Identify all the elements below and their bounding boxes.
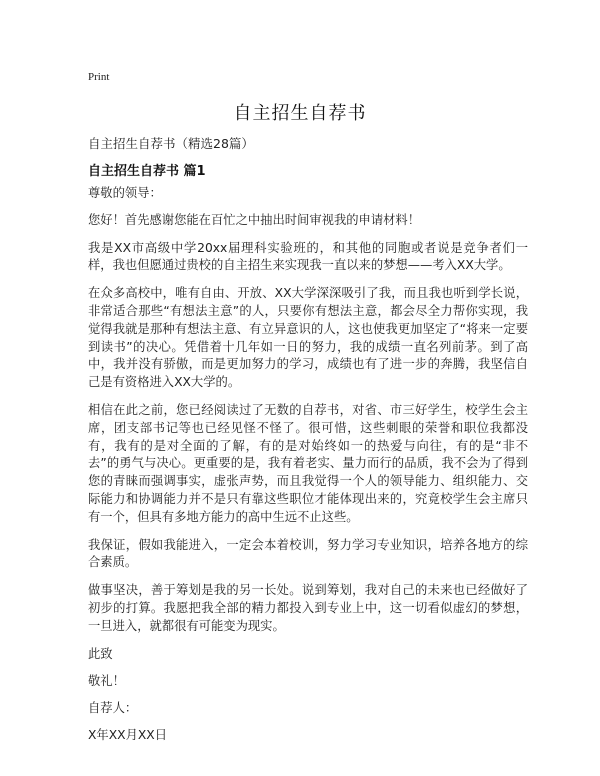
promise-paragraph: 我保证，假如我能进入，一定会本着校训，努力学习专业知识，培养各地方的综合素质。 [88, 537, 528, 570]
letter-body [88, 185, 528, 755]
date-line: X年XX月XX日 [88, 728, 168, 743]
regards-line: 敬礼！ [88, 673, 125, 688]
salutation: 尊敬的领导： [88, 186, 162, 200]
greeting-paragraph: 您好！首先感谢您能在百忙之中抽出时间审视我的申请材料！ [88, 213, 421, 228]
print-label: Print [88, 71, 110, 83]
planning-paragraph: 做事坚决，善于筹划是我的另一长处。说到筹划，我对自己的未来也已经做好了初步的打算。我愿把我全部的精力都投入到专业上中，这一切看似虚幻的梦想，一旦进入，就都很有可能变为现实。 [88, 583, 528, 633]
document-subtitle: 自主招生自荐书（精选28篇） [88, 136, 254, 151]
motivation-paragraph: 在众多高校中，唯有自由、开放、XX大学深深吸引了我，而且我也听到学长说，非常适合那些“有想法主意”的人，只要你有想法主意，都会尽全力帮你实现，我觉得我就是那种有想法主意、有立异意识的人，这也使我更加坚定了“将来一定要到读书”的决心。凭借着十几年如一日的努力，我的成绩一直名列前茅。到了高中，我并没有骄傲，而是更加努力的学习，成绩也有了进一步的奔腾，我坚信自己是有资格进入XX大学的。 [88, 286, 528, 390]
document-title: 自主招生自荐书 [233, 103, 367, 124]
section-heading: 自主招生自荐书 篇1 [88, 164, 206, 179]
intro-paragraph: 我是XX市高级中学20xx届理科实验班的，和其他的同胞或者说是竞争者们一样，我也但愿通过贵校的自主招生来实现我一直以来的梦想——考入XX大学。 [88, 240, 528, 273]
signature-label: 自荐人： [88, 701, 138, 716]
closing-line: 此致 [88, 646, 113, 661]
qualities-paragraph: 相信在此之前，您已经阅读过了无数的自荐书，对省、市三好学生，校学生会主席，团支部书记等也已经见怪不怪了。很可惜，这些刺眼的荣誉和职位我都没有，我有的是对全面的了解，有的是对始终如一的热爱与向往，有的是“非不去”的勇气与决心。更重要的是，我有着老实、量力而行的品质，我不会为了得到您的青睐而强调事实，虚张声势，而且我觉得一个人的领导能力、组织能力、交际能力和协调能力并不是只有靠这些职位才能体现出来的，究竟校学生会主席只有一个，但具有多地方能力的高中生远不止这些。 [88, 402, 528, 524]
